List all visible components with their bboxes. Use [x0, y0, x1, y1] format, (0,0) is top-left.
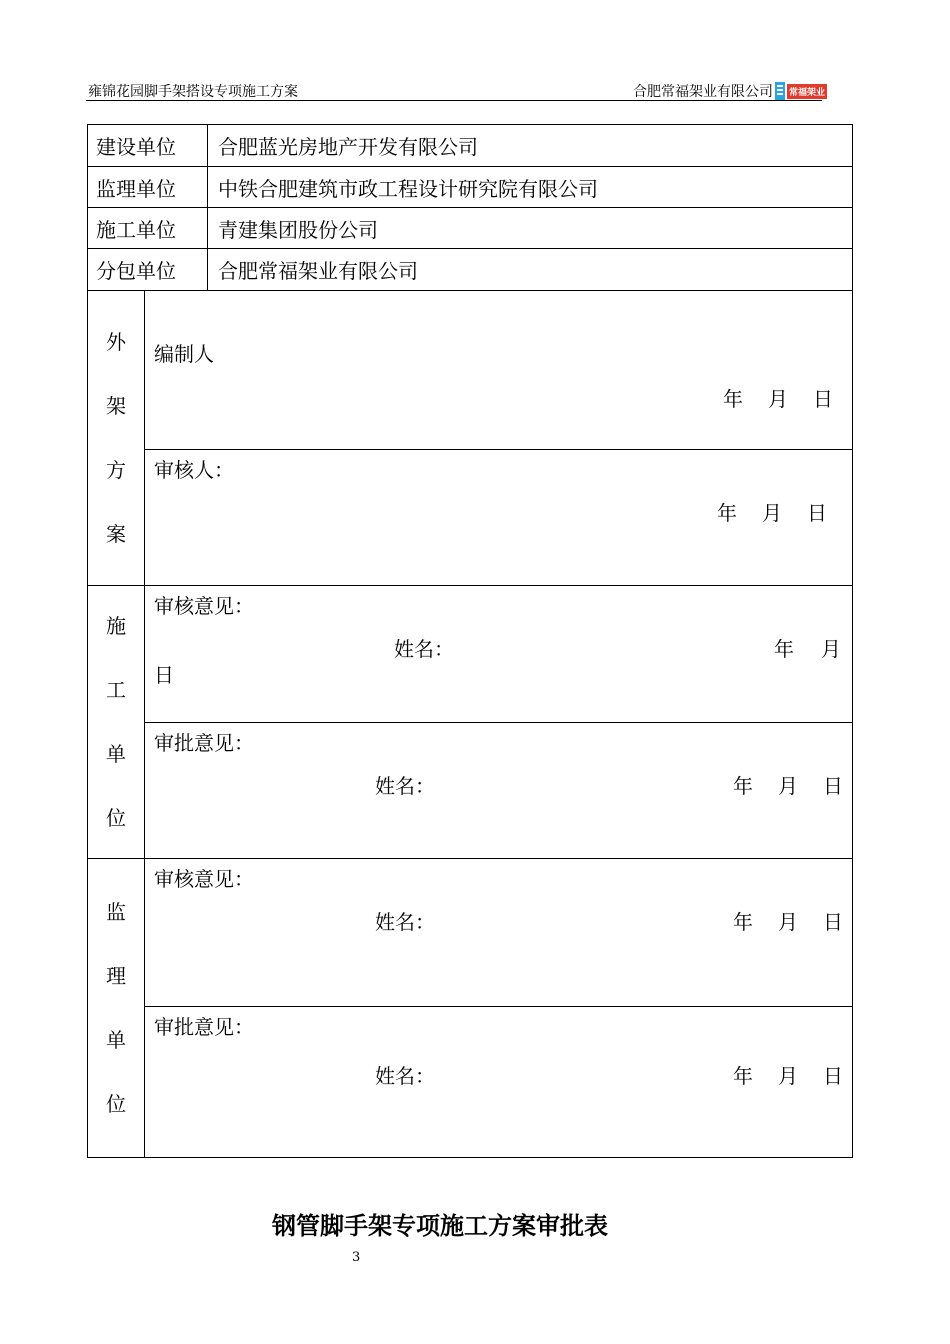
compiler-label: 编制人	[154, 342, 214, 366]
review-opinion-label: 审核意见：	[154, 867, 254, 891]
unit-value-supervisor: 中铁合肥建筑市政工程设计研究院有限公司	[208, 167, 853, 208]
table-row	[88, 723, 853, 859]
approval-table	[87, 124, 853, 1158]
table-row	[88, 586, 853, 723]
unit-label-construction-owner: 建设单位	[88, 125, 208, 167]
section-label-plan: 外 架 方 案	[88, 291, 145, 586]
reviewer-cell	[145, 450, 853, 586]
date-month: 月	[778, 910, 798, 934]
date-year: 年	[723, 387, 743, 411]
logo-text: 常福架业	[787, 84, 827, 99]
date-day: 日	[823, 774, 843, 798]
supervision-review-cell	[145, 859, 853, 1007]
date-month: 月	[768, 387, 788, 411]
table-row	[88, 249, 853, 291]
form-title: 钢管脚手架专项施工方案审批表	[272, 1211, 608, 1240]
header-company	[633, 81, 827, 101]
name-label: 姓名：	[375, 774, 435, 798]
table-row	[88, 125, 853, 167]
date-year: 年	[733, 910, 753, 934]
review-opinion-label: 审核意见：	[154, 594, 254, 618]
header-divider	[86, 100, 822, 101]
name-label: 姓名：	[394, 637, 454, 661]
reviewer-label: 审核人：	[154, 458, 234, 482]
table-row	[88, 167, 853, 208]
unit-label-contractor: 施工单位	[88, 208, 208, 249]
unit-value-construction-owner: 合肥蓝光房地产开发有限公司	[208, 125, 853, 167]
section-label-supervision: 监 理 单 位	[88, 859, 145, 1158]
date-year: 年	[733, 774, 753, 798]
date-month: 月	[778, 1064, 798, 1088]
company-logo	[775, 82, 827, 100]
table-row	[88, 208, 853, 249]
section-label-construction: 施 工 单 位	[88, 586, 145, 859]
unit-label-subcontractor: 分包单位	[88, 249, 208, 291]
table-row	[88, 1007, 853, 1158]
table-row	[88, 291, 853, 450]
supervision-approve-cell	[145, 1007, 853, 1158]
construction-review-cell	[145, 586, 853, 723]
date-day: 日	[813, 387, 833, 411]
header-company-name: 合肥常福架业有限公司	[633, 84, 773, 100]
name-label: 姓名：	[375, 1064, 435, 1088]
date-month: 月	[821, 637, 841, 661]
unit-value-subcontractor: 合肥常福架业有限公司	[208, 249, 853, 291]
approve-opinion-label: 审批意见：	[154, 731, 254, 755]
date-day: 日	[807, 501, 827, 525]
date-month: 月	[762, 501, 782, 525]
date-month: 月	[778, 774, 798, 798]
table-row	[88, 450, 853, 586]
unit-value-contractor: 青建集团股份公司	[208, 208, 853, 249]
compiler-cell	[145, 291, 853, 450]
construction-approve-cell	[145, 723, 853, 859]
date-year: 年	[717, 501, 737, 525]
name-label: 姓名：	[375, 910, 435, 934]
building-icon	[775, 82, 785, 100]
date-day: 日	[154, 663, 174, 687]
unit-label-supervisor: 监理单位	[88, 167, 208, 208]
date-year: 年	[733, 1064, 753, 1088]
date-day: 日	[823, 910, 843, 934]
date-year: 年	[774, 637, 794, 661]
date-day: 日	[823, 1064, 843, 1088]
table-row	[88, 859, 853, 1007]
approve-opinion-label: 审批意见：	[154, 1015, 254, 1039]
page-number: 3	[352, 1250, 361, 1265]
header-document-title: 雍锦花园脚手架搭设专项施工方案	[88, 84, 298, 100]
